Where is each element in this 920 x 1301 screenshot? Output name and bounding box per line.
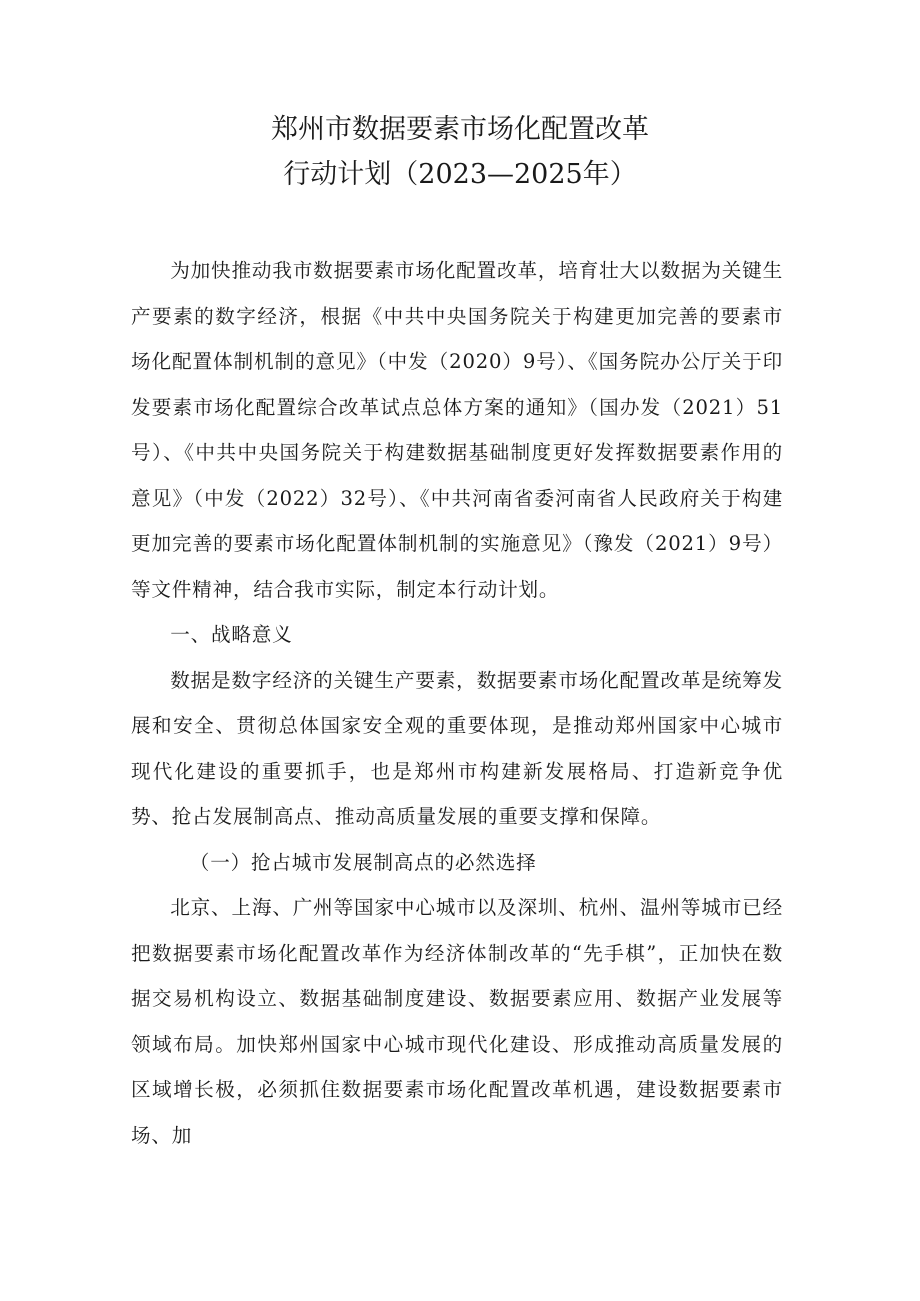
section-heading-strategic-significance: 一、战略意义 xyxy=(170,623,293,646)
document-title-line-2: 行动计划（2023—2025年） xyxy=(283,159,637,190)
subsection-heading: （一）抢占城市发展制高点的必然选择 xyxy=(189,850,537,874)
document-title-line-1: 郑州市数据要素市场化配置改革 xyxy=(271,114,649,145)
document-body xyxy=(131,248,783,1158)
body-paragraph: 北京、上海、广州等国家中心城市以及深圳、杭州、温州等城市已经把数据要素市场化配置改革作为经济体制改革的“先手棋”，正加快在数据交易机构设立、数据基础制度建设、数据要素应用、数据产业发展等领域布局。加快郑州国家中心城市现代化建设、形成推动高质量发展的区域增长极，必须抓住数据要素市场化配置改革机遇，建设数据要素市场、加 xyxy=(131,896,783,1147)
body-paragraph: 数据是数字经济的关键生产要素，数据要素市场化配置改革是统筹发展和安全、贯彻总体国家安全观的重要体现，是推动郑州国家中心城市现代化建设的重要抓手，也是郑州市构建新发展格局、打造新竞争优势、抢占发展制高点、推动高质量发展的重要支撑和保障。 xyxy=(131,668,783,828)
intro-paragraph: 为加快推动我市数据要素市场化配置改革，培育壮大以数据为关键生产要素的数字经济，根据《中共中央国务院关于构建更加完善的要素市场化配置体制机制的意见》（中发（2020）9号）、《国务院办公厅关于印发要素市场化配置综合改革试点总体方案的通知》（国办发（2021）51号）、《中共中央国务院关于构建数据基础制度更好发挥数据要素作用的意见》（中发（2022）32号）、《中共河南省委河南省人民政府关于构建更加完善的要素市场化配置体制机制的实施意见》（豫发（2021）9号）等文件精神，结合我市实际，制定本行动计划。 xyxy=(131,259,783,601)
